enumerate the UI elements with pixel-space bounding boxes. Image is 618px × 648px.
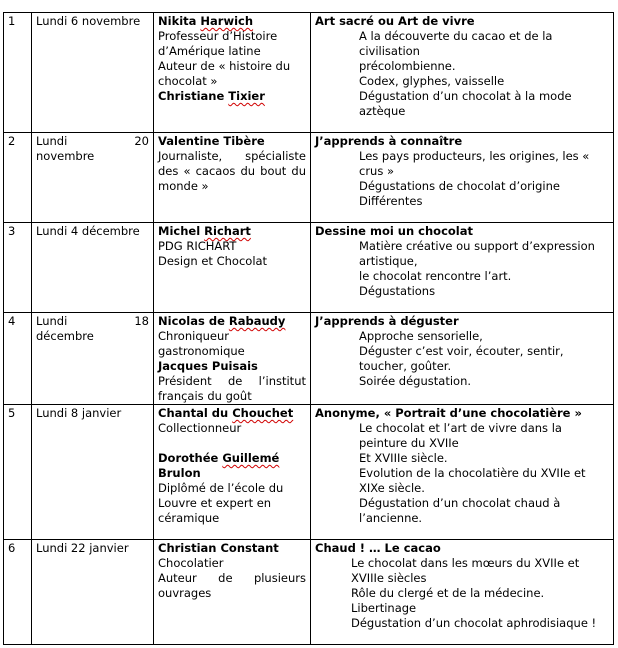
speaker-cell xyxy=(154,405,311,540)
speaker-name: Michel Richart xyxy=(158,224,251,238)
speaker-cell xyxy=(154,313,311,405)
theme-detail: le chocolat rencontre l’art. xyxy=(359,269,512,283)
theme-cell xyxy=(311,13,614,133)
speaker-name: Christiane Tixier xyxy=(158,89,265,103)
theme-detail: Et XVIIIe siècle. xyxy=(359,451,448,465)
session-number: 2 xyxy=(4,133,32,223)
session-date: Lundi 8 janvier xyxy=(32,405,154,540)
theme-detail: Dégustation d’un chocolat aphrodisiaque ! xyxy=(351,616,597,630)
theme-detail: Dégustations xyxy=(359,284,436,298)
theme-detail: Dégustation d’un chocolat chaud à l’ancienne. xyxy=(359,496,561,525)
theme-title: Art sacré ou Art de vivre xyxy=(315,14,475,28)
speaker-description: Design et Chocolat xyxy=(158,254,268,268)
theme-detail: Rôle du clergé et de la médecine. xyxy=(351,586,545,600)
table-row xyxy=(4,540,614,645)
table-row xyxy=(4,133,614,223)
speaker-description: Chroniqueur xyxy=(158,329,229,343)
theme-detail: Approche sensorielle, xyxy=(359,329,483,343)
session-date: Lundi 6 novembre xyxy=(32,13,154,133)
speaker-description: Diplômé de l’école du Louvre et expert en céramique xyxy=(158,481,284,525)
speaker-name: Nikita Harwich xyxy=(158,14,254,28)
theme-detail: Soirée dégustation. xyxy=(359,374,472,388)
table-row xyxy=(4,313,614,405)
speaker-cell xyxy=(154,223,311,313)
speaker-description: Auteur de « histoire du chocolat » xyxy=(158,59,291,88)
theme-detail: A la découverte du cacao et de la civilisation xyxy=(359,29,553,58)
speaker-name: Brulon xyxy=(158,466,201,480)
theme-title: Chaud ! … Le cacao xyxy=(315,541,441,555)
speaker-description: gastronomique xyxy=(158,344,245,358)
theme-title: Anonyme, « Portrait d’une chocolatière » xyxy=(315,406,582,420)
theme-detail: Le chocolat dans les mœurs du XVIIe et XVIIIe siècles xyxy=(351,556,580,585)
session-date: Lundi 22 janvier xyxy=(32,540,154,645)
speaker-name: Chantal du Chouchet xyxy=(158,406,294,420)
session-number: 6 xyxy=(4,540,32,645)
session-date: Lundi 18 décembre xyxy=(32,313,154,405)
speaker-cell xyxy=(154,540,311,645)
speaker-description: Collectionneur xyxy=(158,421,242,435)
theme-cell xyxy=(311,133,614,223)
theme-detail: Matière créative ou support d’expression artistique, xyxy=(359,239,595,268)
table-row xyxy=(4,405,614,540)
theme-cell xyxy=(311,223,614,313)
speaker-name: Dorothée Guillemé xyxy=(158,451,280,465)
theme-detail: Le chocolat et l’art de vivre dans la peinture du XVIIe xyxy=(359,421,562,450)
theme-title: J’apprends à déguster xyxy=(315,314,459,328)
speaker-description: Auteur de plusieurs ouvrages xyxy=(158,571,306,600)
theme-detail: Dégustation d’un chocolat à la mode aztèque xyxy=(359,89,572,118)
theme-detail: précolombienne. xyxy=(359,59,456,73)
theme-detail: Déguster c’est voir, écouter, sentir, toucher, goûter. xyxy=(359,344,564,373)
session-date: Lundi 20 novembre xyxy=(32,133,154,223)
theme-cell xyxy=(311,540,614,645)
speaker-name: Christian Constant xyxy=(158,541,279,555)
theme-cell xyxy=(311,313,614,405)
speaker-description: Président de l’institut français du goût xyxy=(158,374,306,403)
speaker-description: PDG RICHART xyxy=(158,239,237,253)
speaker-name: Jacques Puisais xyxy=(158,359,258,373)
speaker-description: Professeur d’Histoire d’Amérique latine xyxy=(158,29,278,58)
session-number: 4 xyxy=(4,313,32,405)
speaker-name: Valentine Tibère xyxy=(158,134,265,148)
theme-cell xyxy=(311,405,614,540)
speaker-description: Chocolatier xyxy=(158,556,224,570)
theme-detail: Dégustations de chocolat d’origine xyxy=(359,179,560,193)
session-number: 1 xyxy=(4,13,32,133)
theme-detail: Différentes xyxy=(359,194,423,208)
speaker-cell xyxy=(154,133,311,223)
theme-detail: Evolution de la chocolatière du XVIIe et XIXe siècle. xyxy=(359,466,586,495)
table-row xyxy=(4,13,614,133)
session-number: 5 xyxy=(4,405,32,540)
theme-title: Dessine moi un chocolat xyxy=(315,224,473,238)
program-table xyxy=(3,12,614,645)
theme-detail: Les pays producteurs, les origines, les « crus » xyxy=(359,149,590,178)
theme-detail: Libertinage xyxy=(351,601,417,615)
speaker-name: Nicolas de Rabaudy xyxy=(158,314,286,328)
speaker-cell xyxy=(154,13,311,133)
session-date: Lundi 4 décembre xyxy=(32,223,154,313)
session-number: 3 xyxy=(4,223,32,313)
theme-title: J’apprends à connaître xyxy=(315,134,463,148)
speaker-description: Journaliste, spécialiste des « cacaos du bout du monde » xyxy=(158,149,306,193)
table-row xyxy=(4,223,614,313)
theme-detail: Codex, glyphes, vaisselle xyxy=(359,74,505,88)
